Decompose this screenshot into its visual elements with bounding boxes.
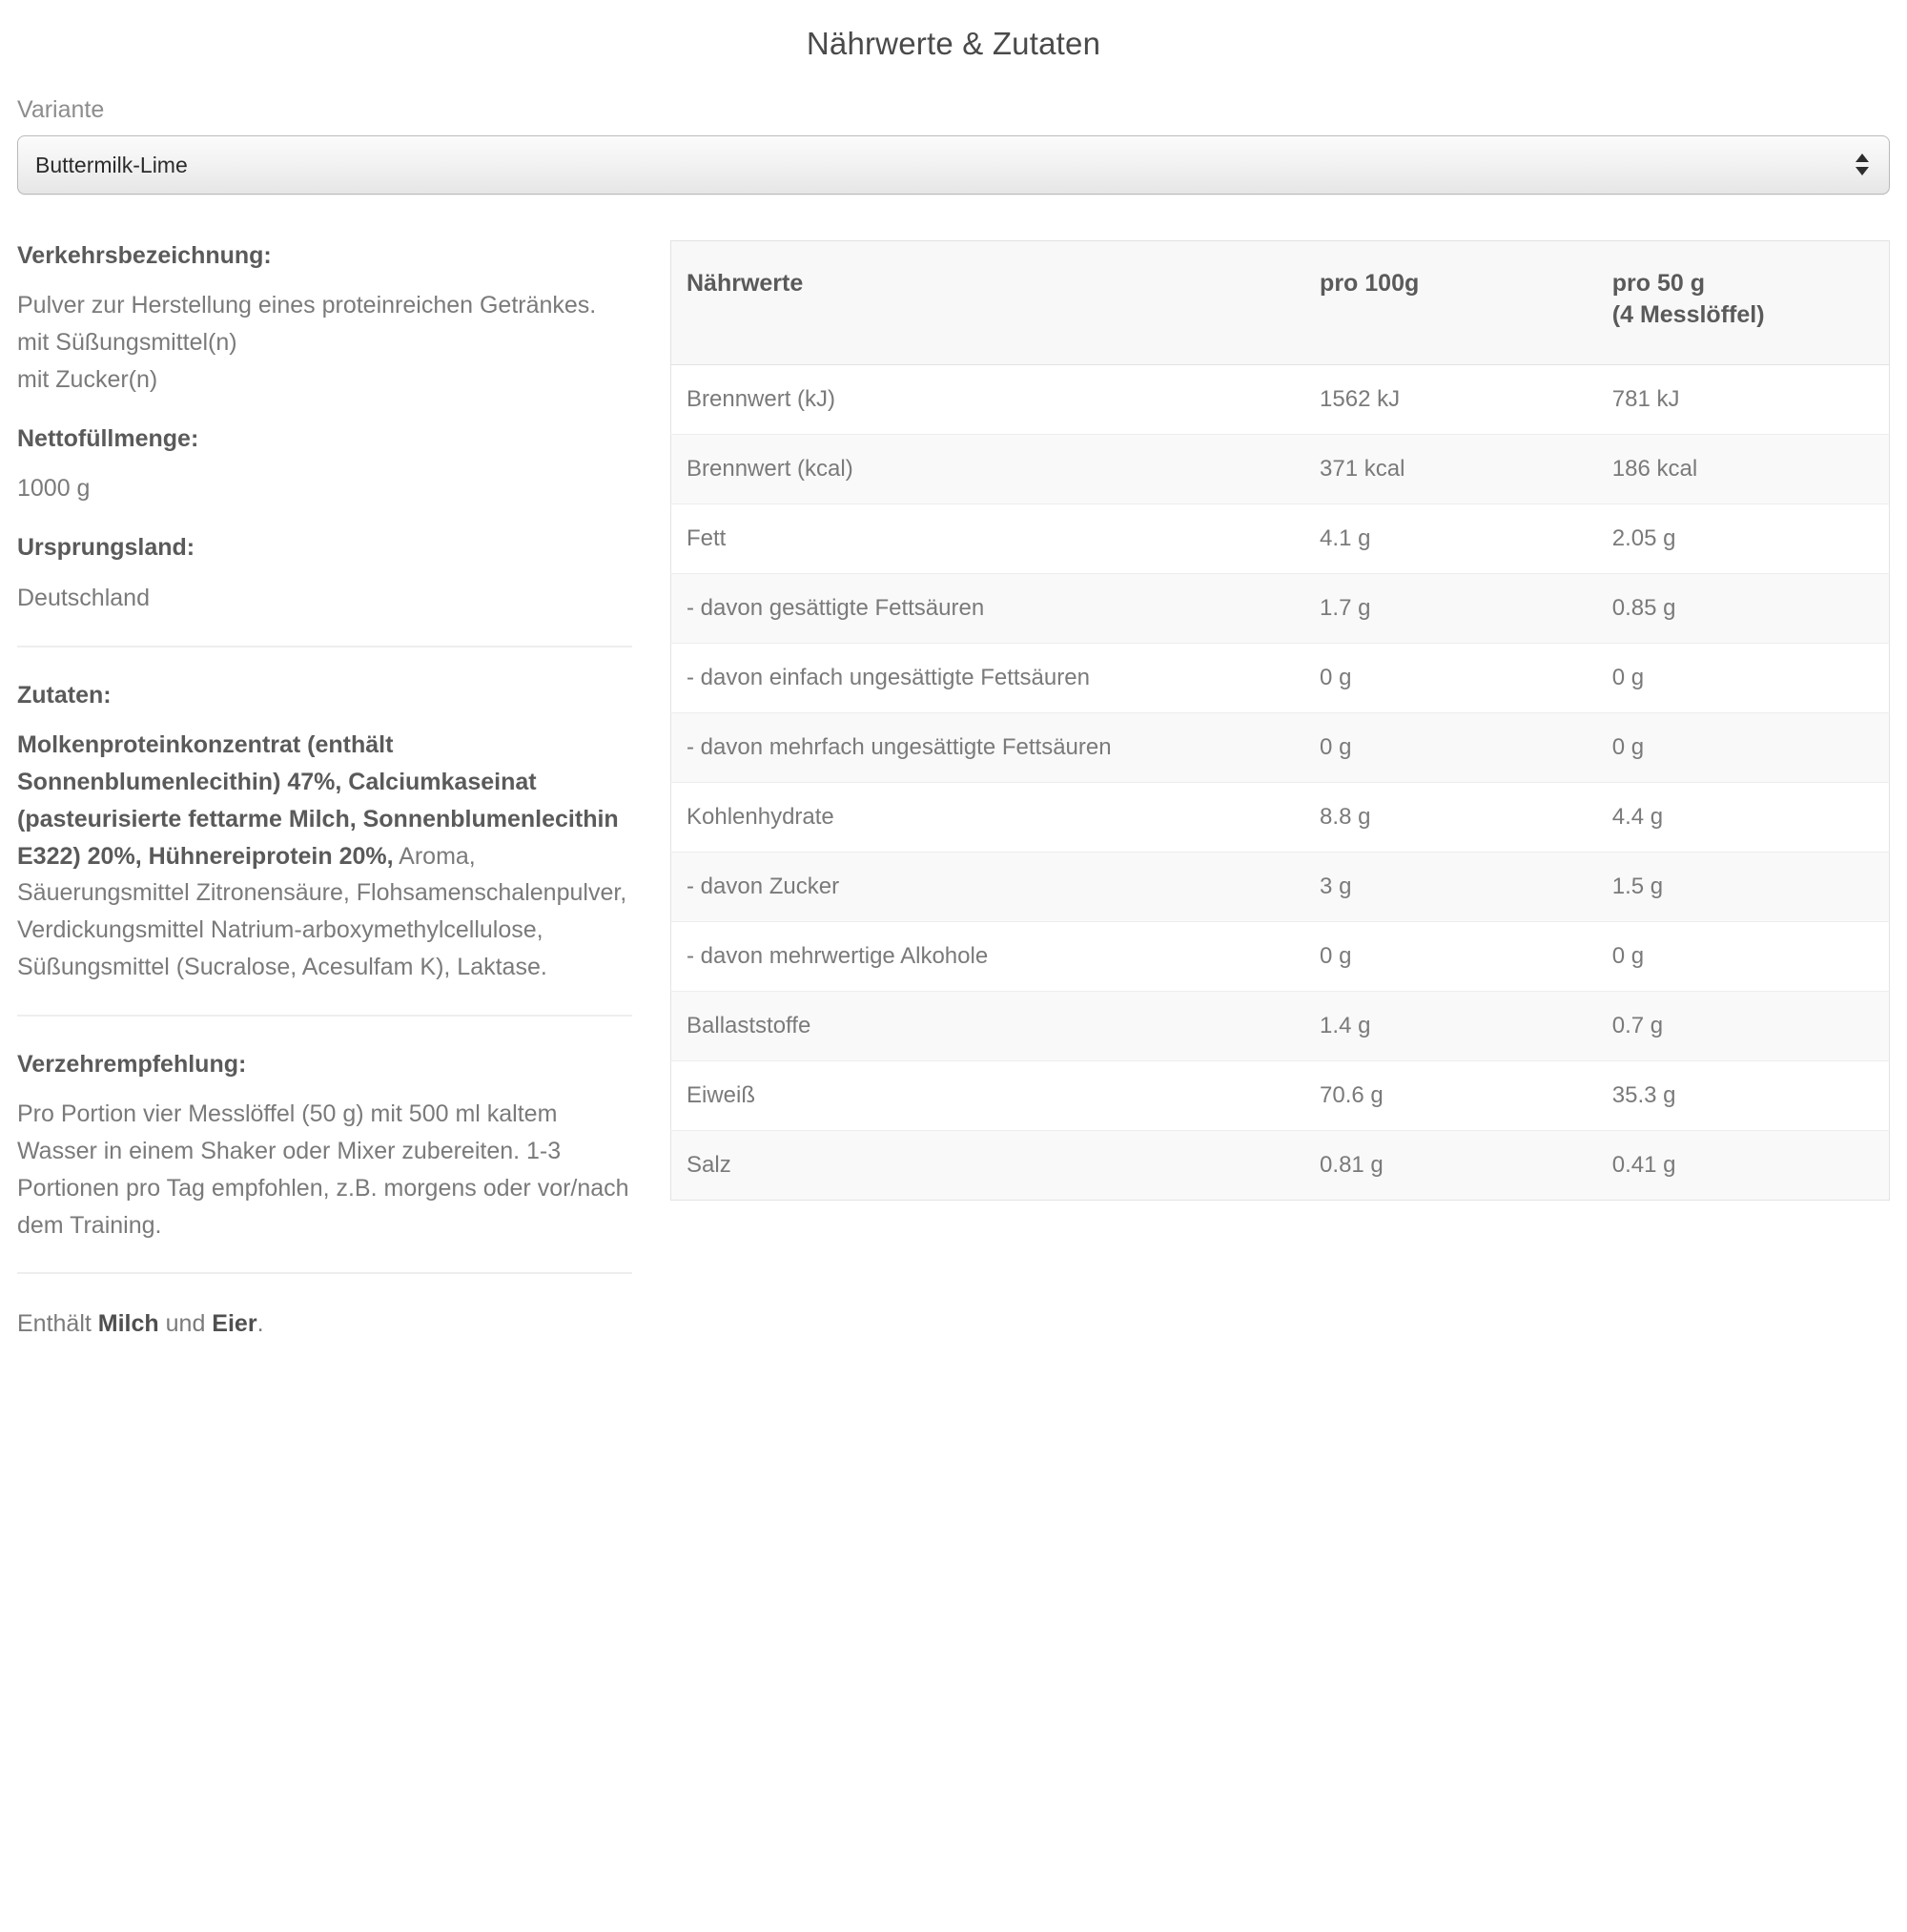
designation-line-3: mit Zucker(n) — [17, 365, 158, 393]
table-row — [671, 1131, 1890, 1201]
value-per-50g: 0 g — [1597, 713, 1890, 783]
divider-allergen — [17, 1272, 632, 1274]
value-per-50g: 186 kcal — [1597, 435, 1890, 504]
value-per-100g: 0 g — [1304, 713, 1597, 783]
nutrient-label: Fett — [671, 504, 1305, 574]
value-per-50g: 2.05 g — [1597, 504, 1890, 574]
nutrition-table-body — [671, 365, 1890, 1201]
value-per-100g: 3 g — [1304, 853, 1597, 922]
column-header-per-50g — [1597, 240, 1890, 365]
ingredients-bold-part: Molkenproteinkonzentrat (enthält Sonnenblumenlecithin) 47%, Calciumkaseinat (pasteurisierte fettarme Milch, Sonnenblumenlecithin E322) 20%, Hühnereiprotein 20%, — [17, 731, 619, 870]
nutrient-label: Kohlenhydrate — [671, 783, 1305, 853]
value-per-50g: 0 g — [1597, 644, 1890, 713]
netto-heading: Nettofüllmenge: — [17, 424, 199, 452]
allergen-eggs: Eier — [212, 1310, 257, 1338]
nutrient-label: - davon einfach ungesättigte Fettsäuren — [671, 644, 1305, 713]
value-per-50g: 0.7 g — [1597, 992, 1890, 1061]
column-header-nutrients: Nährwerte — [671, 240, 1305, 365]
table-row — [671, 783, 1890, 853]
table-row — [671, 922, 1890, 992]
column-header-per-50g-line1: pro 50 g — [1611, 269, 1706, 297]
divider-usage — [17, 1015, 632, 1017]
designation-body — [17, 287, 632, 398]
variant-label: Variante — [17, 95, 105, 123]
variant-select[interactable] — [17, 135, 1890, 195]
designation-line-2: mit Süßungsmittel(n) — [17, 329, 237, 357]
value-per-100g: 0 g — [1304, 922, 1597, 992]
table-row — [671, 435, 1890, 504]
value-per-50g: 1.5 g — [1597, 853, 1890, 922]
table-row — [671, 853, 1890, 922]
origin-heading: Ursprungsland: — [17, 534, 195, 562]
value-per-100g: 371 kcal — [1304, 435, 1597, 504]
value-per-100g: 1.4 g — [1304, 992, 1597, 1061]
allergen-suffix: . — [256, 1310, 264, 1338]
ingredients-body — [17, 727, 632, 985]
table-header-row — [671, 240, 1890, 365]
nutrient-label: - davon gesättigte Fettsäuren — [671, 574, 1305, 644]
value-per-50g: 0 g — [1597, 922, 1890, 992]
variant-select-wrapper[interactable] — [17, 135, 1890, 195]
product-info-column — [17, 240, 632, 1343]
origin-value: Deutschland — [17, 584, 150, 611]
main-content — [17, 240, 1890, 1343]
value-per-100g: 70.6 g — [1304, 1061, 1597, 1131]
value-per-100g: 8.8 g — [1304, 783, 1597, 853]
netto-value: 1000 g — [17, 475, 91, 503]
value-per-50g: 0.85 g — [1597, 574, 1890, 644]
nutrient-label: Brennwert (kcal) — [671, 435, 1305, 504]
column-header-per-50g-line2: (4 Messlöffel) — [1611, 301, 1765, 329]
usage-body: Pro Portion vier Messlöffel (50 g) mit 500 ml kaltem Wasser in einem Shaker oder Mixer zubereiten. 1-3 Portionen pro Tag empfohlen, z.B. morgens oder vor/nach dem Training. — [17, 1100, 629, 1239]
table-row — [671, 574, 1890, 644]
nutrient-label: Brennwert (kJ) — [671, 365, 1305, 435]
divider-ingredients — [17, 646, 632, 647]
table-row — [671, 644, 1890, 713]
designation-line-1: Pulver zur Herstellung eines proteinreichen Getränkes. — [17, 292, 597, 319]
value-per-100g: 1.7 g — [1304, 574, 1597, 644]
table-row — [671, 713, 1890, 783]
nutrient-label: Salz — [671, 1131, 1305, 1201]
value-per-100g: 4.1 g — [1304, 504, 1597, 574]
value-per-50g: 0.41 g — [1597, 1131, 1890, 1201]
ingredients-rest-part: Aroma, Säuerungsmittel Zitronensäure, Flohsamenschalenpulver, Verdickungsmittel Natrium-arboxymethylcellulose, Süßungsmittel (Sucralose, Acesulfam K), Laktase. — [17, 842, 627, 980]
value-per-100g: 0.81 g — [1304, 1131, 1597, 1201]
nutrition-column — [632, 240, 1890, 1202]
allergen-notice — [17, 1306, 632, 1343]
value-per-100g: 0 g — [1304, 644, 1597, 713]
nutrient-label: - davon mehrwertige Alkohole — [671, 922, 1305, 992]
value-per-50g: 4.4 g — [1597, 783, 1890, 853]
nutrient-label: - davon mehrfach ungesättigte Fettsäuren — [671, 713, 1305, 783]
value-per-50g: 781 kJ — [1597, 365, 1890, 435]
variant-selector-block — [17, 95, 1890, 195]
table-row — [671, 1061, 1890, 1131]
usage-heading: Verzehrempfehlung: — [17, 1050, 247, 1078]
nutrient-label: Eiweiß — [671, 1061, 1305, 1131]
table-row — [671, 504, 1890, 574]
allergen-prefix: Enthält — [17, 1310, 98, 1338]
nutrition-table-head — [671, 240, 1890, 365]
table-row — [671, 992, 1890, 1061]
allergen-join: und — [158, 1310, 213, 1338]
nutrient-label: - davon Zucker — [671, 853, 1305, 922]
column-header-per-100g: pro 100g — [1304, 240, 1597, 365]
page-title: Nährwerte & Zutaten — [806, 26, 1101, 61]
value-per-100g: 1562 kJ — [1304, 365, 1597, 435]
nutrient-label: Ballaststoffe — [671, 992, 1305, 1061]
ingredients-heading: Zutaten: — [17, 681, 112, 709]
designation-heading: Verkehrsbezeichnung: — [17, 241, 272, 269]
nutrition-table — [670, 240, 1890, 1202]
allergen-milk: Milch — [97, 1310, 159, 1338]
value-per-50g: 35.3 g — [1597, 1061, 1890, 1131]
table-row — [671, 365, 1890, 435]
